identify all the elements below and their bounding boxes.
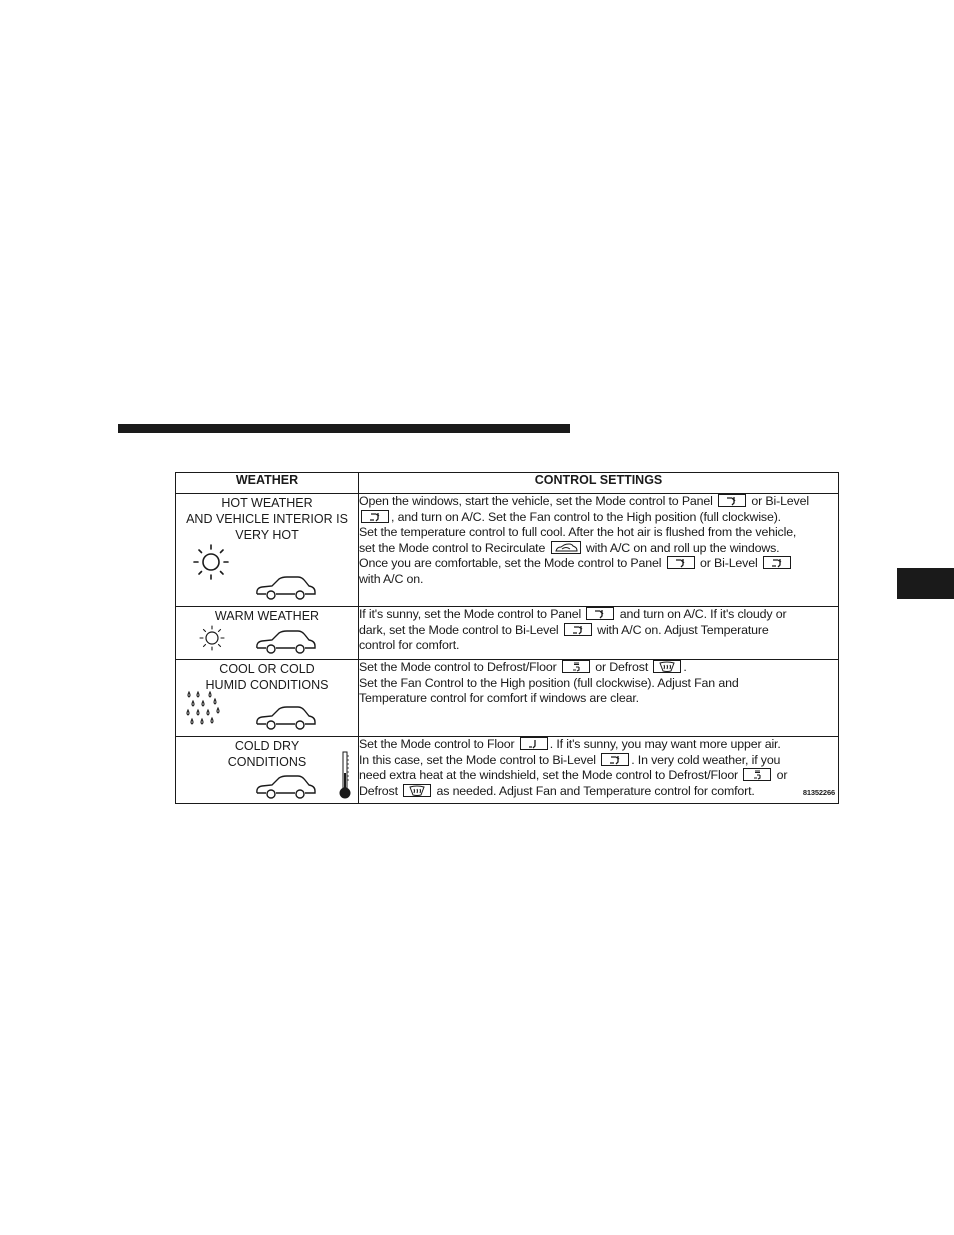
control-text: dark, set the Mode control to Bi-Level xyxy=(359,622,559,637)
control-cell-warm xyxy=(359,607,839,660)
car-icon xyxy=(254,774,318,800)
control-text: or Defrost xyxy=(595,660,649,674)
control-cell-cold-dry xyxy=(359,737,839,804)
control-text: Open the windows, start the vehicle, set the Mode control to Panel xyxy=(359,494,713,508)
control-text: Set the Mode control to Defrost/Floor xyxy=(359,660,557,674)
control-settings-table xyxy=(175,472,838,804)
chapter-tab xyxy=(897,568,954,599)
control-text: with A/C on. Adjust Temperature xyxy=(597,622,769,637)
control-text: In this case, set the Mode control to Bi-Level xyxy=(359,752,596,767)
panel-icon xyxy=(718,494,746,507)
control-text: . In very cold weather, if you xyxy=(631,752,781,767)
figure-code: 81352266 xyxy=(802,788,835,798)
control-text: Temperature control for comfort if windows are clear. xyxy=(359,691,639,706)
weather-label: HOT WEATHER AND VEHICLE INTERIOR IS VERY HOT xyxy=(186,496,348,542)
raindrops-icon xyxy=(184,690,224,730)
control-text: as needed. Adjust Fan and Temperature control for comfort. xyxy=(436,783,755,798)
floor-icon xyxy=(520,737,548,750)
weather-cell-hot xyxy=(176,494,359,607)
control-text: Set the temperature control to full cool. After the hot air is flushed from the vehicle, xyxy=(359,525,797,540)
sun-icon xyxy=(198,624,226,652)
weather-label: COOL OR COLD HUMID CONDITIONS xyxy=(205,662,329,692)
control-text: set the Mode control to Recirculate xyxy=(359,540,546,555)
panel-icon xyxy=(667,556,695,569)
control-text: or xyxy=(776,768,788,783)
weather-label: WARM WEATHER xyxy=(214,609,320,623)
defrost-floor-icon xyxy=(743,768,771,781)
control-text: . xyxy=(683,660,687,674)
control-text: need extra heat at the windshield, set the Mode control to Defrost/Floor xyxy=(359,768,739,783)
control-text: Set the Fan Control to the High position (full clockwise). Adjust Fan and xyxy=(359,675,739,690)
control-text: control for comfort. xyxy=(359,638,460,653)
car-icon xyxy=(254,705,318,731)
control-text: , and turn on A/C. Set the Fan control to the High position (full clockwise). xyxy=(391,509,781,524)
thermometer-icon xyxy=(338,751,352,801)
control-text: and turn on A/C. If it's cloudy or xyxy=(619,607,787,621)
weather-cell-cold-dry xyxy=(176,737,359,804)
control-text: . If it's sunny, you may want more upper air. xyxy=(549,737,781,751)
bi-level-icon xyxy=(601,753,629,766)
bi-level-icon xyxy=(361,510,389,523)
defrost-icon xyxy=(403,784,431,797)
control-text: or Bi-Level xyxy=(751,494,809,508)
control-text: or Bi-Level xyxy=(699,556,758,571)
car-icon xyxy=(254,575,318,601)
recirculate-icon xyxy=(551,541,581,554)
control-text: with A/C on and roll up the windows. xyxy=(585,540,780,555)
defrost-icon xyxy=(653,660,681,673)
weather-label: COLD DRY CONDITIONS xyxy=(227,739,307,769)
panel-icon xyxy=(586,607,614,620)
weather-cell-warm xyxy=(176,607,359,660)
control-text: Once you are comfortable, set the Mode control to Panel xyxy=(359,556,662,571)
weather-column-header: WEATHER xyxy=(176,473,359,494)
control-cell-hot xyxy=(359,494,839,607)
control-text: Defrost xyxy=(359,783,398,798)
control-text: with A/C on. xyxy=(359,571,424,586)
control-text: Set the Mode control to Floor xyxy=(359,737,515,751)
car-icon xyxy=(254,629,318,655)
sun-icon xyxy=(192,543,230,581)
bi-level-icon xyxy=(763,556,791,569)
weather-cell-humid xyxy=(176,660,359,737)
control-column-header: CONTROL SETTINGS xyxy=(359,473,839,494)
bi-level-icon xyxy=(564,623,592,636)
section-rule xyxy=(118,424,570,433)
control-cell-humid xyxy=(359,660,839,737)
defrost-floor-icon xyxy=(562,660,590,673)
control-text: If it's sunny, set the Mode control to Panel xyxy=(359,607,582,621)
